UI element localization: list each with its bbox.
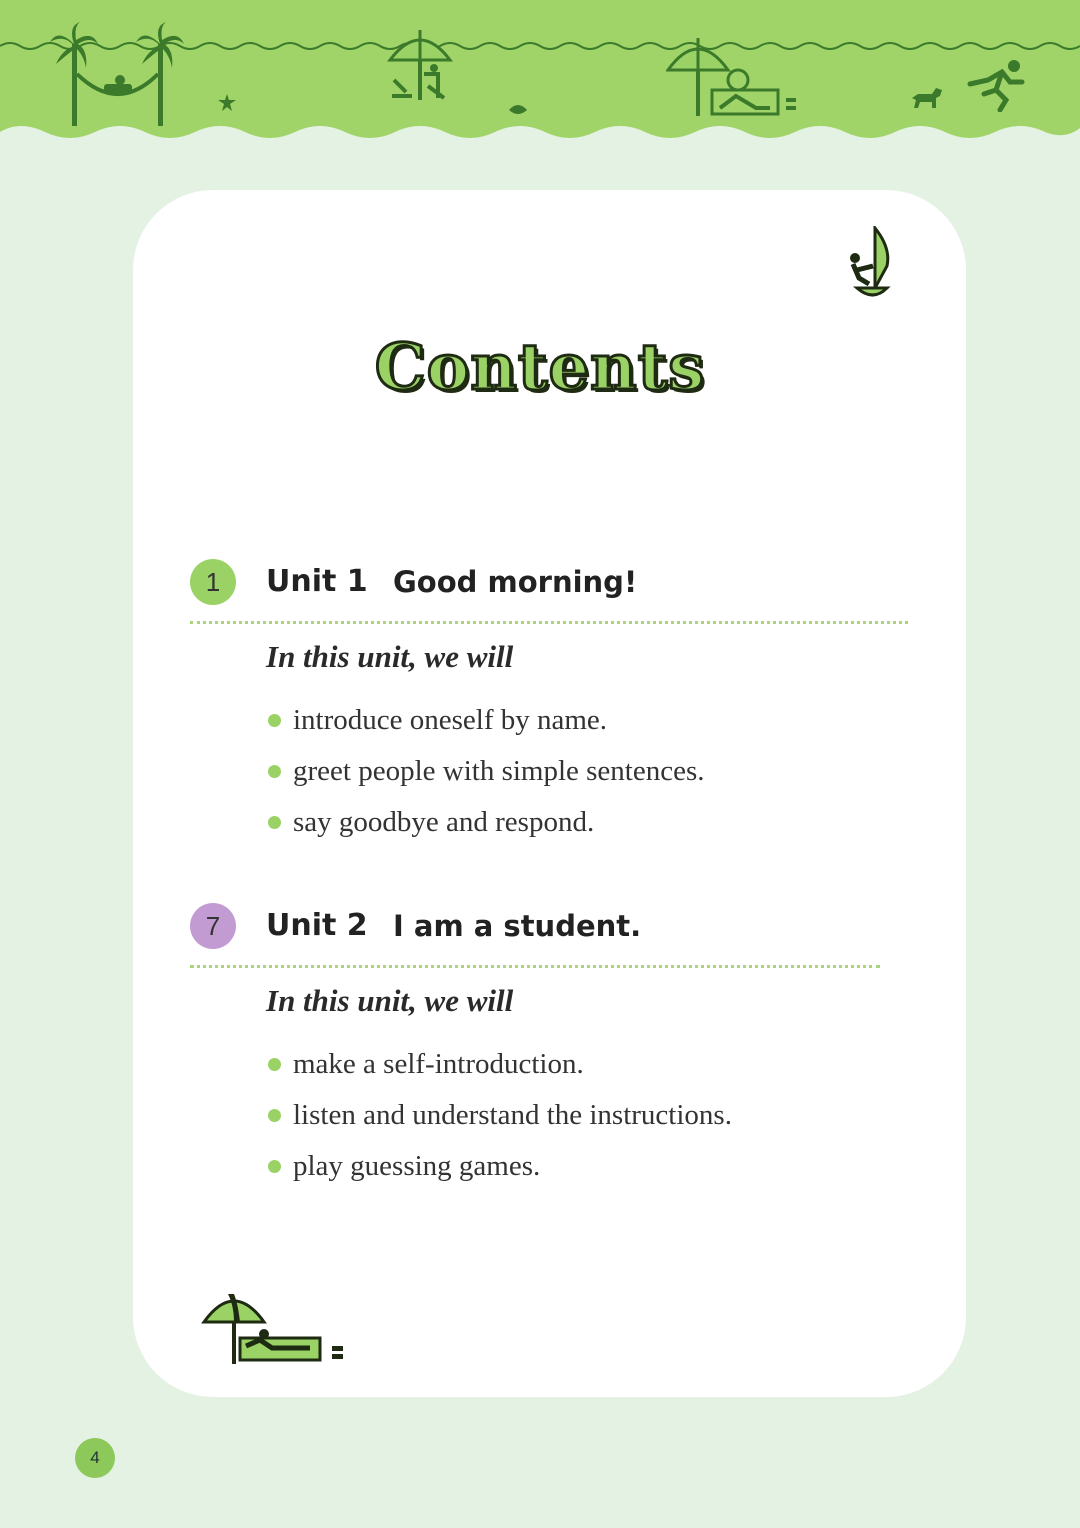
unit-title: I am a student. [393,909,642,943]
bullet-dot-icon [268,765,281,778]
unit-label: Unit 1 [266,564,368,599]
bullet-dot-icon [268,816,281,829]
beach-umbrella-sunbather-icon [666,38,802,118]
objective-text: make a self-introduction. [293,1048,584,1080]
shell-icon [509,104,527,116]
unit-label: Unit 2 [266,908,368,943]
page-title: Contents [374,330,706,405]
list-item [266,803,705,854]
bullet-dot-icon [268,1109,281,1122]
dotted-divider [190,965,880,968]
beach-umbrella-reader-icon [386,30,454,102]
unit-section [190,559,910,849]
objective-text: introduce oneself by name. [293,704,608,736]
bullet-dot-icon [268,714,281,727]
star-icon [218,94,236,112]
bullet-dot-icon [268,1058,281,1071]
objective-text: play guessing games. [293,1150,541,1182]
unit-page-badge: 7 [190,903,236,949]
list-item [266,701,705,752]
palm-trees-hammock-icon [50,22,190,130]
dotted-divider [190,621,908,624]
list-item [266,1147,732,1198]
objective-text: say goodbye and respond. [293,806,595,838]
objective-text: listen and understand the instructions. [293,1099,732,1131]
windsurfer-icon [845,226,893,302]
unit-intro: In this unit, we will [266,983,514,1018]
page-number-badge: 4 [75,1438,115,1478]
list-item [266,1096,732,1147]
unit-title: Good morning! [393,565,638,599]
sunbather-umbrella-icon [200,1290,350,1366]
runner-icon [966,58,1026,112]
unit-intro: In this unit, we will [266,639,514,674]
unit-section [190,903,910,1193]
objectives-list [266,701,705,854]
unit-page-badge: 1 [190,559,236,605]
list-item [266,1045,732,1096]
list-item [266,752,705,803]
objectives-list [266,1045,732,1198]
dog-icon [910,86,944,110]
bullet-dot-icon [268,1160,281,1173]
objective-text: greet people with simple sentences. [293,755,705,787]
